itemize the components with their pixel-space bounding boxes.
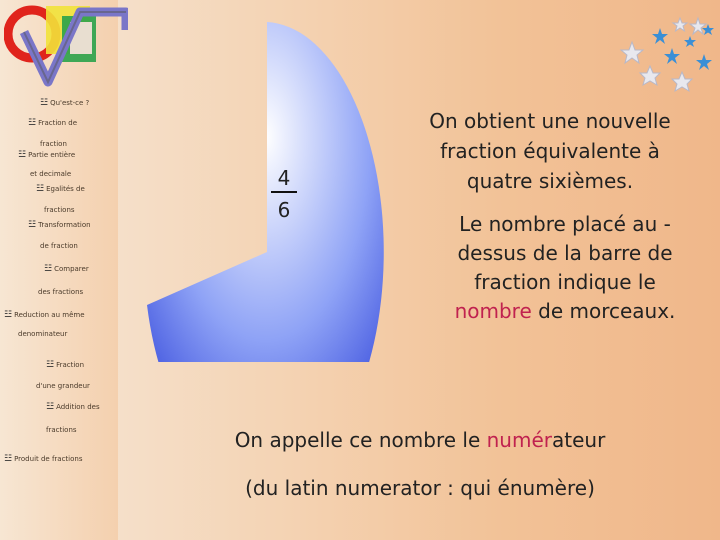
- nav-item-fraction-de[interactable]: ☳ Fraction de: [28, 118, 77, 128]
- nav-item-reduction[interactable]: ☳ Reduction au même: [4, 310, 85, 320]
- nav-item-comparer[interactable]: ☳ Comparer: [44, 264, 89, 274]
- nav-item-partie-entiere[interactable]: ☳ Partie entière: [18, 150, 76, 160]
- doc-icon: ☳: [4, 310, 13, 320]
- fraction-numerator: 4: [277, 166, 291, 190]
- highlight-nombre: nombre: [454, 299, 532, 323]
- nav-item-fraction-cont[interactable]: fraction: [40, 140, 67, 148]
- doc-icon: ☳: [46, 360, 55, 370]
- nav-item-egalites[interactable]: ☳ Egalités de: [36, 184, 85, 194]
- doc-icon: ☳: [18, 150, 27, 160]
- fraction-denominator: 6: [277, 198, 291, 222]
- logo-icon: [4, 2, 128, 90]
- fraction-display: [264, 165, 304, 223]
- stars-decoration-icon: [612, 14, 716, 94]
- text-numerateur: On appelle ce nombre le numérateur: [234, 428, 606, 452]
- nav-item-comparer-cont[interactable]: des fractions: [38, 288, 84, 296]
- text-equivalent: On obtient une nouvelle fraction équivalente à quatre sixièmes.: [429, 109, 671, 193]
- doc-icon: ☳: [46, 402, 55, 412]
- text-latin-origin: (du latin numerator : qui énumère): [245, 476, 595, 500]
- nav-item-quest-ce[interactable]: ☳ Qu'est-ce ?: [40, 98, 90, 108]
- nav-item-produit[interactable]: ☳ Produit de fractions: [4, 454, 83, 464]
- doc-icon: ☳: [4, 454, 13, 464]
- nav-item-addition-cont[interactable]: fractions: [46, 426, 77, 434]
- nav-item-fraction-grandeur[interactable]: ☳ Fraction: [46, 360, 85, 370]
- doc-icon: ☳: [28, 220, 37, 230]
- doc-icon: ☳: [40, 98, 49, 108]
- doc-icon: ☳: [44, 264, 53, 274]
- text-numerator-explanation: Le nombre placé au -dessus de la barre de fraction indique le nombre de morceaux.: [454, 212, 676, 323]
- nav-item-addition[interactable]: ☳ Addition des: [46, 402, 100, 412]
- doc-icon: ☳: [36, 184, 45, 194]
- nav-item-egalites-cont[interactable]: fractions: [44, 206, 75, 214]
- sidebar: [0, 0, 118, 540]
- nav-item-transformation-cont[interactable]: de fraction: [40, 242, 78, 250]
- doc-icon: ☳: [28, 118, 37, 128]
- fraction-bar: [271, 191, 297, 193]
- nav-item-transformation[interactable]: ☳ Transformation: [28, 220, 91, 230]
- highlight-numer: numér: [486, 428, 552, 452]
- nav-item-fraction-grandeur-cont[interactable]: d'une grandeur: [36, 382, 90, 390]
- nav-item-reduction-cont[interactable]: denominateur: [18, 330, 68, 338]
- nav-item-decimale[interactable]: et decimale: [30, 170, 72, 178]
